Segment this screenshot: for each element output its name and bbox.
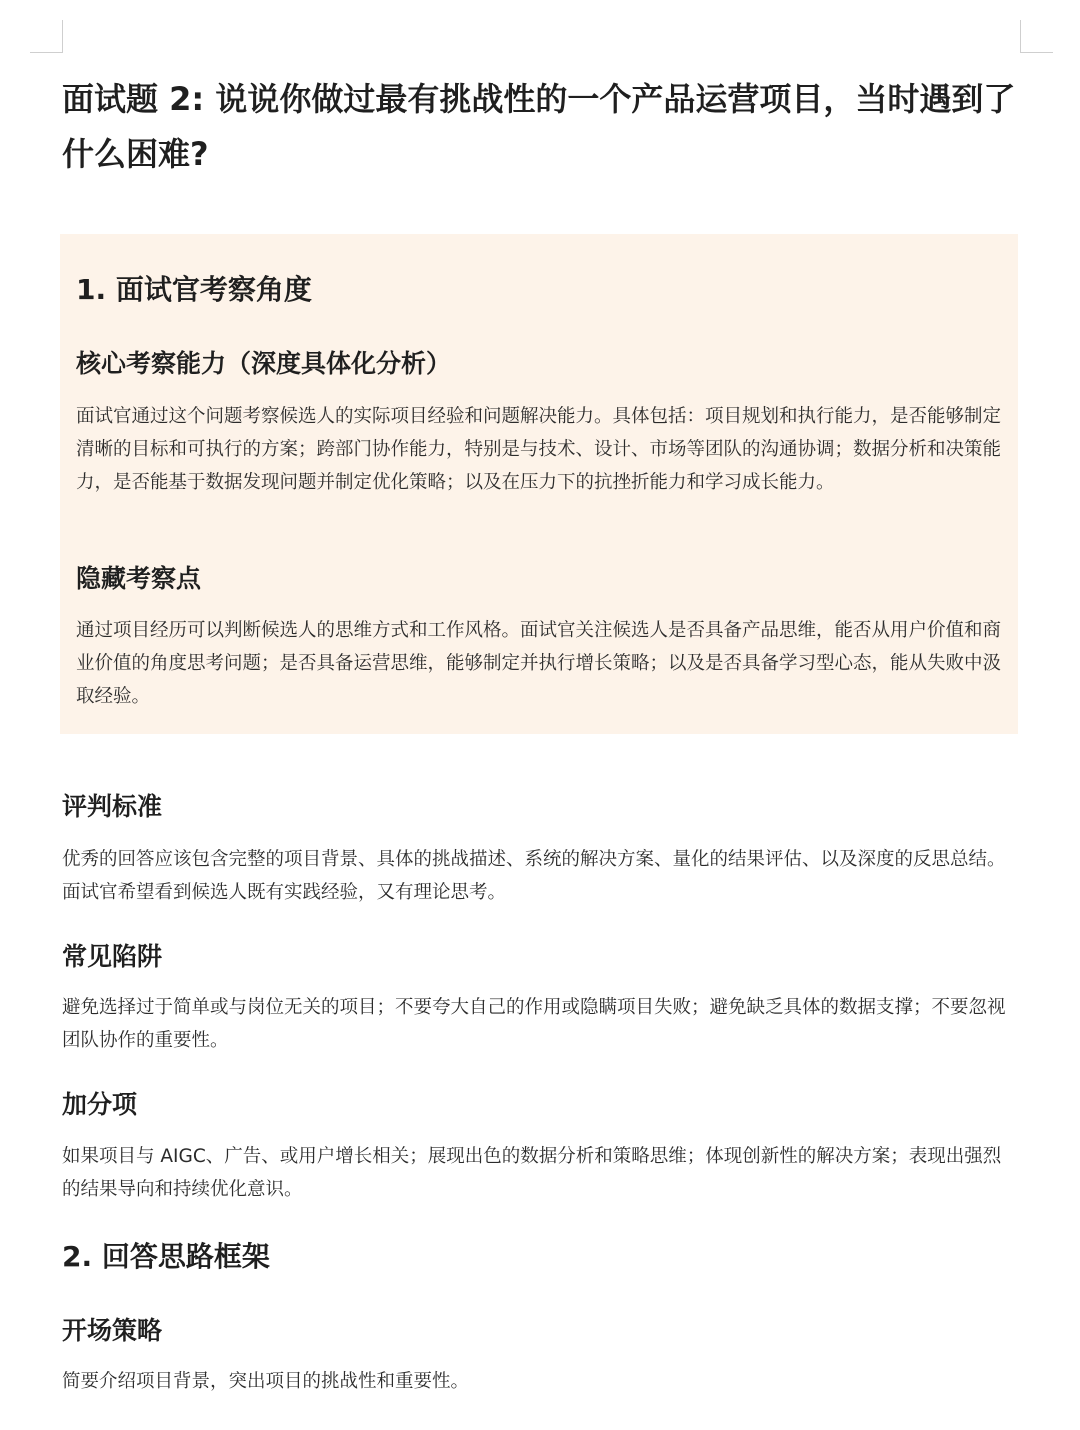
crop-mark-top-right (1020, 20, 1053, 53)
core-ability-text: 面试官通过这个问题考察候选人的实际项目经验和问题解决能力。具体包括：项目规划和执行能力，是否能够制定清晰的目标和可执行的方案；跨部门协作能力，特别是与技术、设计、市场等团队的沟通协调；数据分析和决策能力，是否能基于数据发现问题并制定优化策略；以及在压力下的抗挫折能力和学习成长能力。 (76, 406, 1002, 493)
section1-heading: 1. 面试官考察角度 (76, 273, 312, 306)
criteria-heading: 评判标准 (62, 792, 163, 821)
section2-heading: 2. 回答思路框架 (62, 1240, 270, 1273)
crop-mark-top-left (30, 20, 63, 53)
hidden-points-text: 通过项目经历可以判断候选人的思维方式和工作风格。面试官关注候选人是否具备产品思维，能否从用户价值和商业价值的角度思考问题；是否具备运营思维，能够制定并执行增长策略；以及是否具备学习型心态，能从失败中汲取经验。 (76, 620, 1002, 707)
page-title: 面试题 2: 说说你做过最有挑战性的一个产品运营项目，当时遇到了什么困难? (62, 80, 1016, 173)
pitfalls-heading: 常见陷阱 (62, 942, 163, 971)
hidden-points-heading: 隐藏考察点 (76, 564, 202, 593)
opening-strategy-text: 简要介绍项目背景，突出项目的挑战性和重要性。 (62, 1371, 470, 1392)
bonus-heading: 加分项 (62, 1090, 138, 1119)
core-ability-heading: 核心考察能力（深度具体化分析） (76, 349, 452, 378)
criteria-text: 优秀的回答应该包含完整的项目背景、具体的挑战描述、系统的解决方案、量化的结果评估、以及深度的反思总结。面试官希望看到候选人既有实践经验，又有理论思考。 (62, 849, 1006, 903)
bonus-text: 如果项目与 AIGC、广告、或用户增长相关；展现出色的数据分析和策略思维；体现创新性的解决方案；表现出强烈的结果导向和持续优化意识。 (62, 1146, 1002, 1200)
pitfalls-text: 避免选择过于简单或与岗位无关的项目；不要夸大自己的作用或隐瞒项目失败；避免缺乏具体的数据支撑；不要忽视团队协作的重要性。 (62, 997, 1006, 1051)
opening-strategy-heading: 开场策略 (62, 1316, 163, 1345)
